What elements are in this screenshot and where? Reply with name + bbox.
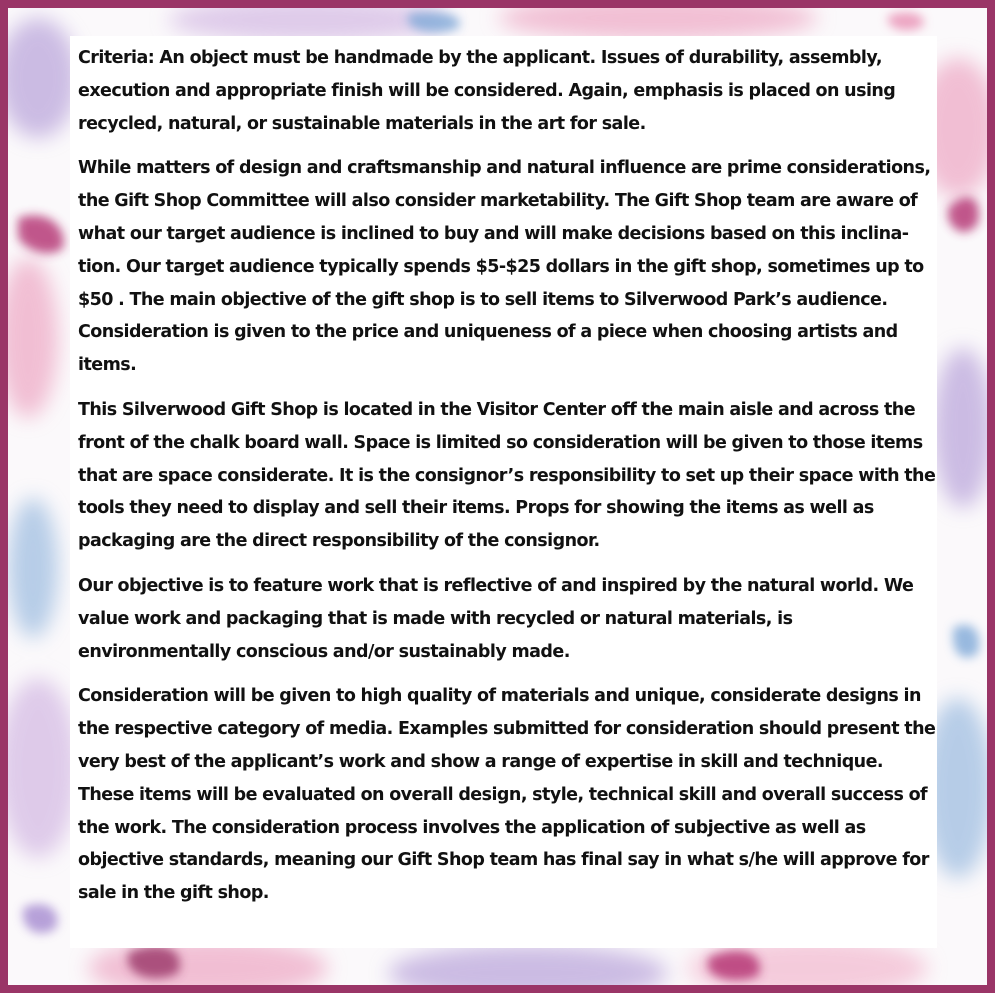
document-panel — [70, 36, 937, 948]
location-paragraph: This Silverwood Gift Shop is located in the Visitor Center off the main aisle and across the front of the chalk board wall. Space is limited so consideration will be given to those items that are space considerate. It is the consignor’s responsibility to set up their space with the tools they need to display and sell their items. Props for showing the items as well as packaging are the direct responsibility of the consignor. — [78, 399, 936, 552]
objective-paragraph: Our objective is to feature work that is reflective of and inspired by the natural world. We value work and packaging that is made with recycled or natural materials, is environmentally conscious and/or sustainably made. — [78, 575, 914, 662]
marketability-paragraph: While matters of design and craftsmanship and natural influence are prime considerations, the Gift Shop Committee will also consider marketability. The Gift Shop team are aware of what our target audience is inclined to buy and will make decisions based on this inclina-tion. Our target audience typically spends $5-$25 dollars in the gift shop, sometimes up to $50 . The main objective of the gift shop is to sell items to Silverwood Park’s audience. Consideration is given to the price and uniqueness of a piece when choosing artists and items. — [78, 158, 931, 376]
criteria-paragraph: Criteria: An object must be handmade by the applicant. Issues of durability, assembly, execution and appropriate finish will be considered. Again, emphasis is placed on using recycled, natural, or sustainable materials in the art for sale. — [78, 48, 896, 134]
consideration-paragraph: Consideration will be given to high quality of materials and unique, considerate designs in the respective category of media. Examples submitted for consideration should present the very best of the applicant’s work and show a range of expertise in skill and technique. These items will be evaluated on overall design, style, technical skill and overall success of the work. The consideration process involves the application of subjective as well as objective standards, meaning our Gift Shop team has final say in what s/he will approve for sale in the gift shop. — [78, 686, 936, 904]
